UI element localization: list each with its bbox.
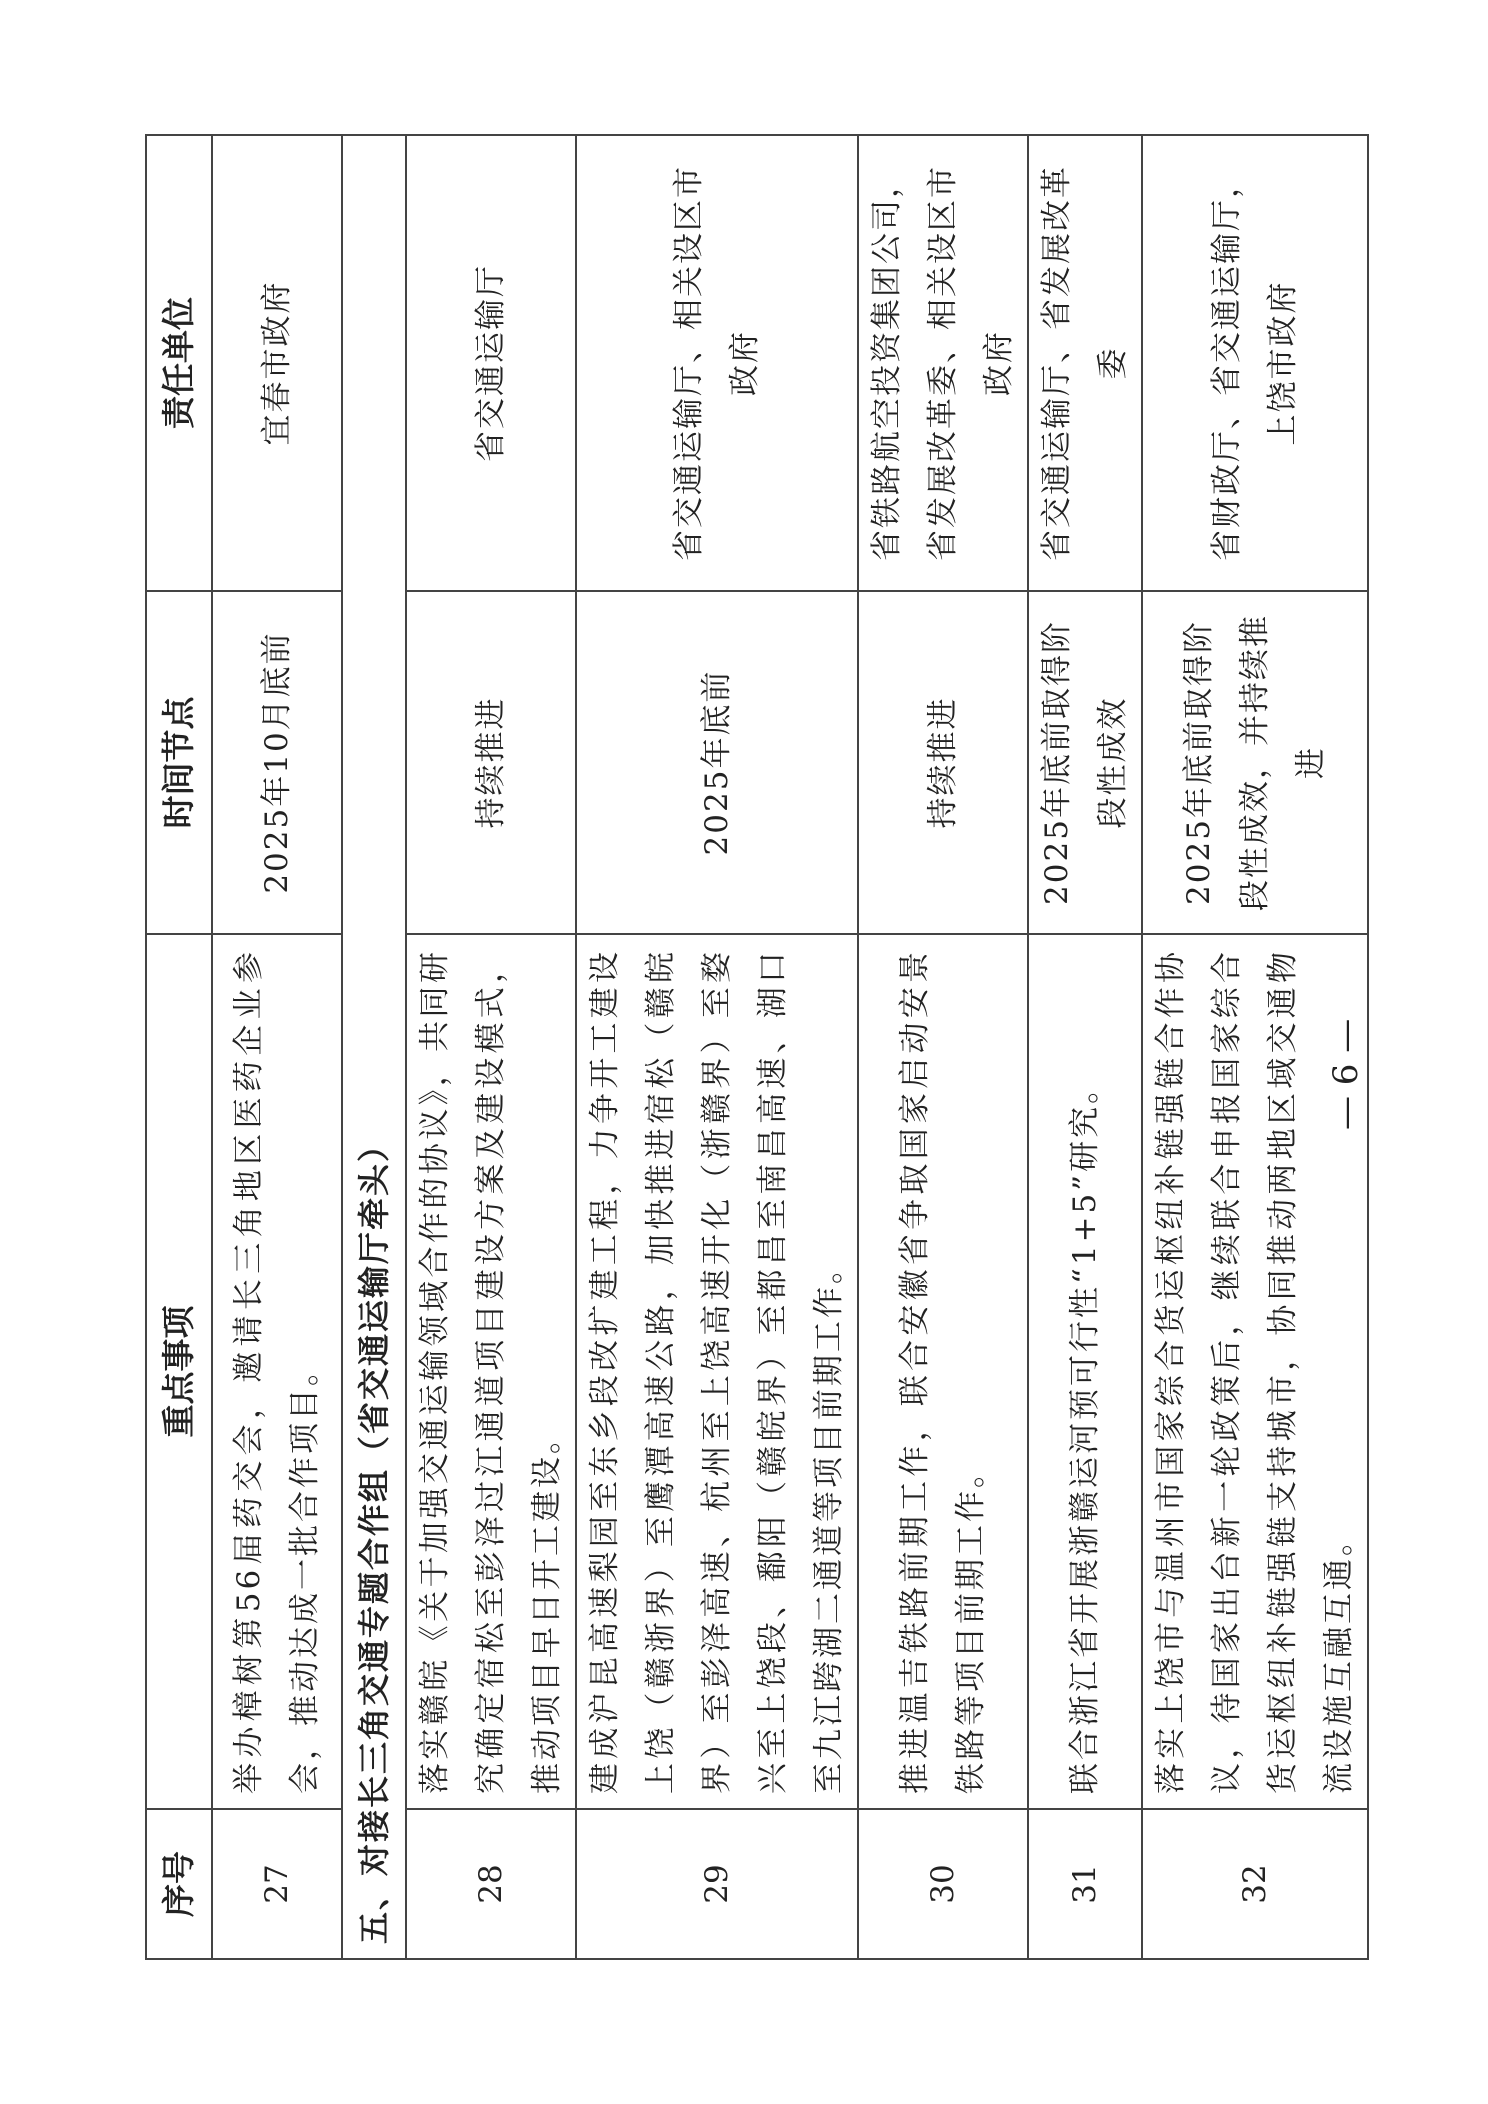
row-unit: 省交通运输厅、省发展改革委: [1028, 135, 1142, 591]
table-header-row: [146, 135, 212, 1959]
rotated-content: [145, 136, 1357, 1960]
row-time: 2025年底前取得阶段性成效: [1028, 591, 1142, 934]
row-time: 持续推进: [858, 591, 1028, 934]
page-number: — 6 —: [1326, 1018, 1366, 1130]
section-row: [342, 135, 406, 1959]
row-unit: 省铁路航空投资集团公司，省发展改革委、相关设区市政府: [858, 135, 1028, 591]
table-row: [406, 135, 576, 1959]
row-no: 29: [576, 1809, 858, 1959]
table-row: [1028, 135, 1142, 1959]
section-title: 五、对接长三角交通专题合作组（省交通运输厅牵头）: [342, 135, 406, 1959]
row-no: 28: [406, 1809, 576, 1959]
row-no: 30: [858, 1809, 1028, 1959]
row-unit: 省交通运输厅: [406, 135, 576, 591]
row-item: 推进温吉铁路前期工作，联合安徽省争取国家启动安景铁路等项目前期工作。: [858, 934, 1028, 1809]
row-item: 联合浙江省开展浙赣运河预可行性“1+5”研究。: [1028, 934, 1142, 1809]
table-row: [212, 135, 342, 1959]
header-no: 序号: [146, 1809, 212, 1959]
header-time: 时间节点: [146, 591, 212, 934]
row-item: 建成沪昆高速梨园至东乡段改扩建工程，力争开工建设上饶（赣浙界）至鹰潭高速公路，加快推进宿松（赣皖界）至彭泽高速、杭州至上饶高速开化（浙赣界）至婺兴至上饶段、鄱阳（赣皖界）至都昌至南昌高速、湖口至九江跨湖二通道等项目前期工作。: [576, 934, 858, 1809]
table-row: [858, 135, 1028, 1959]
row-unit: 省财政厅、省交通运输厅，上饶市政府: [1142, 135, 1368, 591]
row-time: 2025年底前取得阶段性成效，并持续推进: [1142, 591, 1368, 934]
row-no: 32: [1142, 1809, 1368, 1959]
task-table: [145, 134, 1369, 1960]
row-time: 持续推进: [406, 591, 576, 934]
row-time: 2025年底前: [576, 591, 858, 934]
header-item: 重点事项: [146, 934, 212, 1809]
header-unit: 责任单位: [146, 135, 212, 591]
row-item: 落实上饶市与温州市国家综合货运枢纽补链强链合作协议，待国家出台新一轮政策后，继续联合申报国家综合货运枢纽补链强链支持城市，协同推动两地区域交通物流设施互融互通。: [1142, 934, 1368, 1809]
row-no: 27: [212, 1809, 342, 1959]
row-unit: 省交通运输厅、相关设区市政府: [576, 135, 858, 591]
row-no: 31: [1028, 1809, 1142, 1959]
table-row: [576, 135, 858, 1959]
row-unit: 宜春市政府: [212, 135, 342, 591]
row-item: 落实赣皖《关于加强交通运输领域合作的协议》，共同研究确定宿松至彭泽过江通道项目建设方案及建设模式，推动项目早日开工建设。: [406, 934, 576, 1809]
row-item: 举办樟树第56届药交会，邀请长三角地区医药企业参会，推动达成一批合作项目。: [212, 934, 342, 1809]
row-time: 2025年10月底前: [212, 591, 342, 934]
